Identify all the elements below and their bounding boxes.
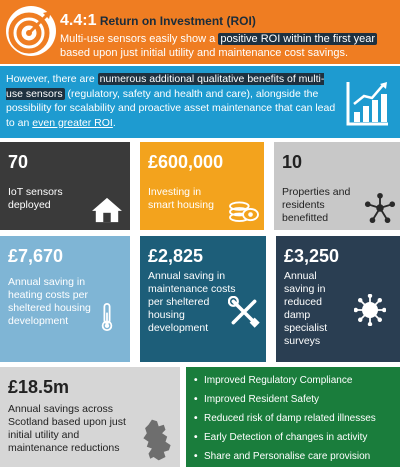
house-icon: [90, 196, 124, 224]
stat-value: 10: [282, 152, 303, 172]
stat-label: Investing in smart housing: [148, 186, 214, 211]
checklist-item: • Reduced risk of damp related illnesses: [194, 413, 376, 424]
stat-value: 70: [8, 152, 29, 172]
benefits-highlight: numerous additional qualitative benefits of multi-use sensors: [6, 73, 325, 100]
stat-value: £7,670: [8, 246, 64, 266]
stat-value: £2,825: [148, 246, 204, 266]
stat-tile-damp: [276, 236, 400, 362]
stat-tile-investment: [140, 142, 264, 230]
stat-tile-heating: [0, 236, 130, 362]
stat-tile-scotland: [0, 367, 180, 467]
stat-value: £18.5m: [8, 377, 70, 397]
target-icon: [5, 5, 57, 57]
coins-icon: [228, 194, 260, 222]
scotland-map-icon: [140, 417, 174, 463]
growth-chart-icon: [346, 80, 390, 126]
stat-label: Annual saving in reduced damp specialist surveys: [284, 270, 328, 347]
stat-value: £3,250: [284, 246, 340, 266]
mould-icon: [354, 294, 386, 326]
roi-ratio: 4.4:1: [60, 12, 97, 29]
checklist-item: • Improved Regulatory Compliance: [194, 375, 353, 386]
stat-label: Properties and residents benefitted: [282, 186, 351, 224]
benefits-checklist: [186, 367, 400, 467]
stat-tile-maintenance: [140, 236, 266, 362]
qualitative-benefits-text: However, there are numerous additional qualitative benefits of multi-use sensors (regulatory, safety and health and care), alongside the possibility for scalability and proactive asset maintenance that can lead to an even greater ROI.: [6, 73, 336, 129]
people-network-icon: [364, 192, 396, 224]
checklist-item: • Share and Personalise care provision: [194, 451, 371, 462]
thermometer-icon: [100, 302, 114, 332]
stat-tile-properties: [274, 142, 400, 230]
stat-tile-sensors: [0, 142, 130, 230]
stat-label: Annual saving in heating costs per sheltered housing development: [8, 276, 91, 327]
roi-label: Return on Investment (ROI): [99, 14, 256, 28]
stat-label: Annual saving in maintenance costs per sheltered housing development: [148, 270, 236, 334]
roi-highlight: positive ROI within the first year: [220, 33, 376, 45]
stat-label: Annual savings across Scotland based upon just initial utility and maintenance reductions: [8, 403, 126, 454]
roi-title: [60, 12, 256, 30]
greater-roi-highlight: even greater ROI: [32, 116, 113, 129]
tools-icon: [228, 296, 260, 328]
roi-description: Multi-use sensors easily show a positive ROI within the first year based upon just initial utility and maintenance cost savings.: [60, 33, 376, 59]
checklist-item: • Early Detection of changes in activity: [194, 432, 368, 443]
stat-label: IoT sensors deployed: [8, 186, 63, 211]
stat-value: £600,000: [148, 152, 224, 172]
checklist-item: • Improved Resident Safety: [194, 394, 320, 405]
